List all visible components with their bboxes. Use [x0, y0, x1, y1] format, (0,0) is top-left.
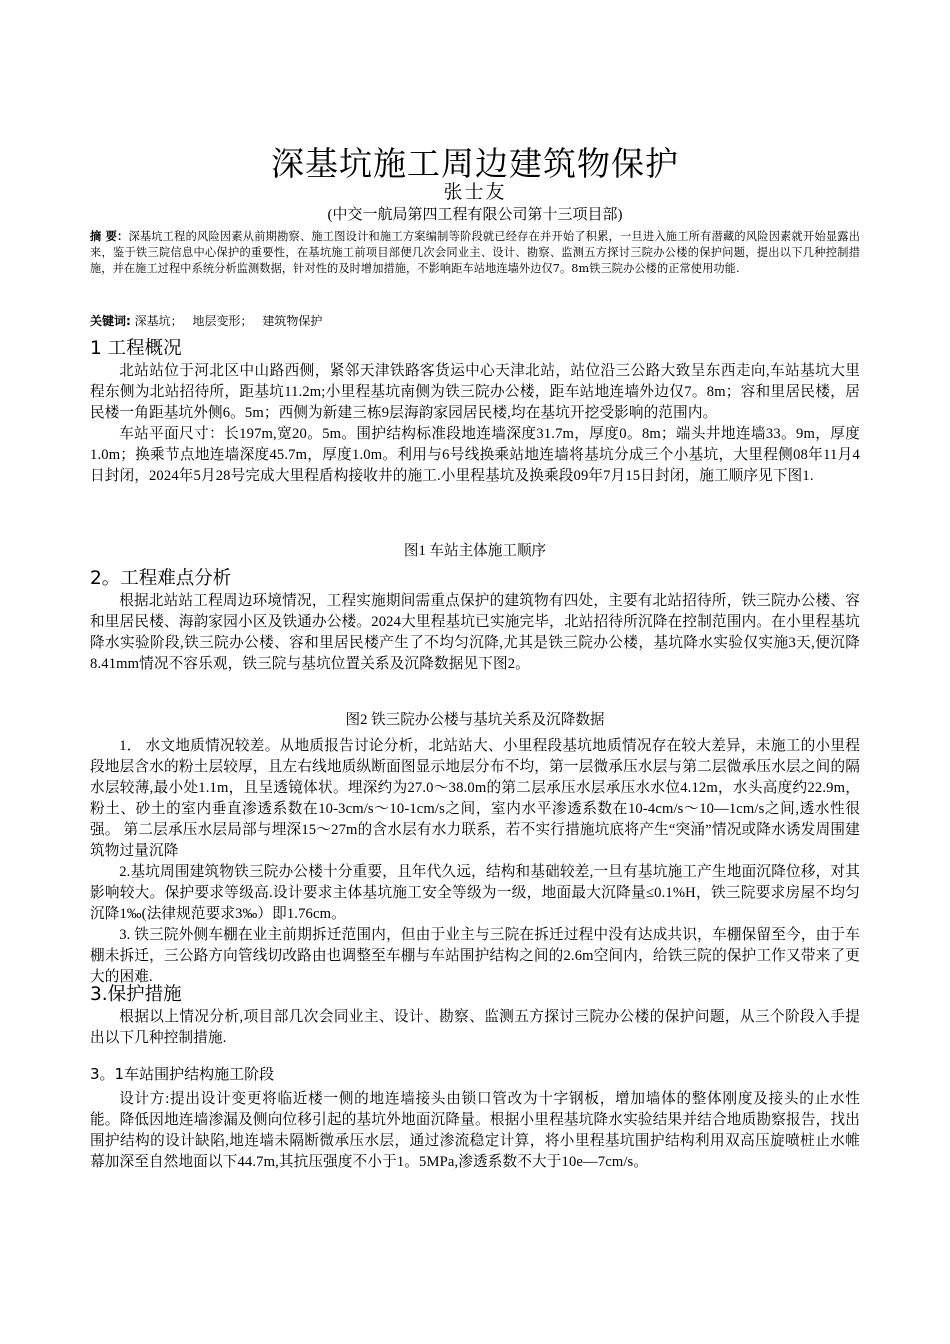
keyword: 深基坑； — [134, 314, 183, 328]
section-heading: 1 工程概况 — [90, 338, 182, 359]
keywords — [90, 313, 860, 329]
figure-1-caption: 图1 车站主体施工顺序 — [403, 543, 547, 559]
keyword: 建筑物保护 — [262, 314, 323, 328]
abstract-label: 摘 要： — [90, 230, 129, 243]
section-2 — [90, 567, 860, 675]
section-3 — [90, 983, 860, 1049]
paper-affiliation: (中交一航局第四工程有限公司第十三项目部) — [327, 207, 623, 223]
paragraph: 根据北站站工程周边环境情况，工程实施期间需重点保护的建筑物有四处，主要有北站招待所，铁三院办公楼、容和里居民楼、海韵家园小区及铁通办公楼。2024大里程基坑已实施完毕，北站招待所沉降在控制范围内。在小里程基坑降水实验阶段,铁三院办公楼、容和里居民楼产生了不均匀沉降,尤其是铁三院办公楼，基坑降水实验仅实施3天,便沉降8.41mm情况不容乐观，铁三院与基坑位置关系及沉降数据见下图2。 — [90, 593, 860, 672]
abstract-text: 深基坑工程的风险因素从前期勘察、施工图设计和施工方案编制等阶段就已经存在并开始了积累，一旦进入施工所有潜藏的风险因素就开始显露出来，鉴于铁三院信息中心保护的重要性，在基坑施工前项目部便几次会同业主、设计、勘察、监测五方探讨三院办公楼的保护问题，提出以下几种控制措施，并在施工过程中系统分析监测数据，针对性的及时增加措施，不影响距车站地连墙外边仅7。8m铁三院办公楼的正常使用功能. — [90, 230, 861, 275]
section-2-continued — [90, 736, 860, 988]
section-1 — [90, 337, 860, 487]
paragraph: 1． 水文地质情况较差。从地质报告讨论分析，北站站大、小里程段基坑地质情况存在较大差异，未施工的小里程段地层含水的粉土层较厚，且左右线地质纵断面图显示地层分布不均，第一层微承压水层与第二层微承压水层之间的隔水层较薄,最小处1.1m，且呈透镜体状。埋深约为27.0～38.0m的第二层承压水层承压水水位4.12m，水头高度约22.9m， 粉土、砂土的室内垂直渗透系数在10-3cm/s～10-1cm/s之间，室内水平渗透系数在10-4cm/s～10—1cm/s之间,透水性很强。 第二层承压水层局部与埋深15～27m的含水层有水力联系，若不实行措施坑底将产生“突涌”情况或降水诱发周围建筑物过量沉降 — [90, 738, 860, 859]
paper-author: 张士友 — [443, 181, 507, 203]
subsection-3-1 — [90, 1063, 860, 1173]
paragraph: 根据以上情况分析,项目部几次会同业主、设计、勘察、监测五方探讨三院办公楼的保护问题，从三个阶段入手提出以下几种控制措施. — [90, 1009, 860, 1046]
section-heading: 3.保护措施 — [90, 984, 182, 1005]
keywords-label: 关键词: — [90, 314, 131, 328]
figure-2-caption: 图2 铁三院办公楼与基坑关系及沉降数据 — [345, 712, 605, 728]
abstract — [90, 229, 860, 277]
paragraph: 2.基坑周围建筑物铁三院办公楼十分重要，且年代久远，结构和基础较差,一旦有基坑施工产生地面沉降位移，对其影响较大。保护要求等级高.设计要求主体基坑施工安全等级为一级，地面最大沉降量≤0.1%H，铁三院要求房屋不均匀沉降1‰(法律规范要求3‰）即1.76cm。 — [90, 864, 860, 922]
keyword: 地层变形； — [192, 314, 253, 328]
paragraph: 车站平面尺寸：长197m,宽20。5m。围护结构标准段地连墙深度31.7m，厚度0。8m；端头井地连墙33。9m，厚度1.0m；换乘节点地连墙深度45.7m，厚度1.0m。利用与6号线换乘站地连墙将基坑分成三个小基坑，大里程侧08年11月4日封闭，2024年5月28号完成大里程盾构接收井的施工.小里程基坑及换乘段09年7月15日封闭，施工顺序见下图1. — [90, 426, 860, 484]
subsection-heading: 3。1车站围护结构施工阶段 — [90, 1065, 275, 1083]
paragraph: 3. 铁三院外侧车棚在业主前期拆迁范围内，但由于业主与三院在拆迁过程中没有达成共识，车棚保留至今，由于车棚未拆迁，三公路方向管线切改路由也调整至车棚与车站围护结构之间的2.6m空间内，给铁三院的保护工作又带来了更大的困难. — [90, 927, 860, 985]
paragraph: 设计方:提出设计变更将临近楼一侧的地连墙接头由锁口管改为十字钢板，增加墙体的整体刚度及接头的止水性能。降低因地连墙渗漏及侧向位移引起的基坑外地面沉降量。根据小里程基坑降水实验结果并结合地质勘察报告，找出围护结构的设计缺陷,地连墙未隔断微承压水层，通过渗流稳定计算，将小里程基坑围护结构利用双高压旋喷桩止水帷幕加深至自然地面以下44.7m,其抗压强度不小于1。5MPa,渗透系数不大于10e—7cm/s。 — [90, 1091, 860, 1170]
paragraph: 北站站位于河北区中山路西侧，紧邻天津铁路客货运中心天津北站，站位沿三公路大致呈东西走向,车站基坑大里程东侧为北站招待所，距基坑11.2m;小里程基坑南侧为铁三院办公楼，距车站地连墙外边仅7。8m；容和里居民楼，居民楼一角距基坑外侧6。5m；西侧为新建三栋9层海韵家园居民楼,均在基坑开挖受影响的范围内。 — [90, 363, 860, 421]
paper-title: 深基坑施工周边建筑物保护 — [271, 144, 679, 183]
section-heading: 2。工程难点分析 — [90, 568, 232, 589]
